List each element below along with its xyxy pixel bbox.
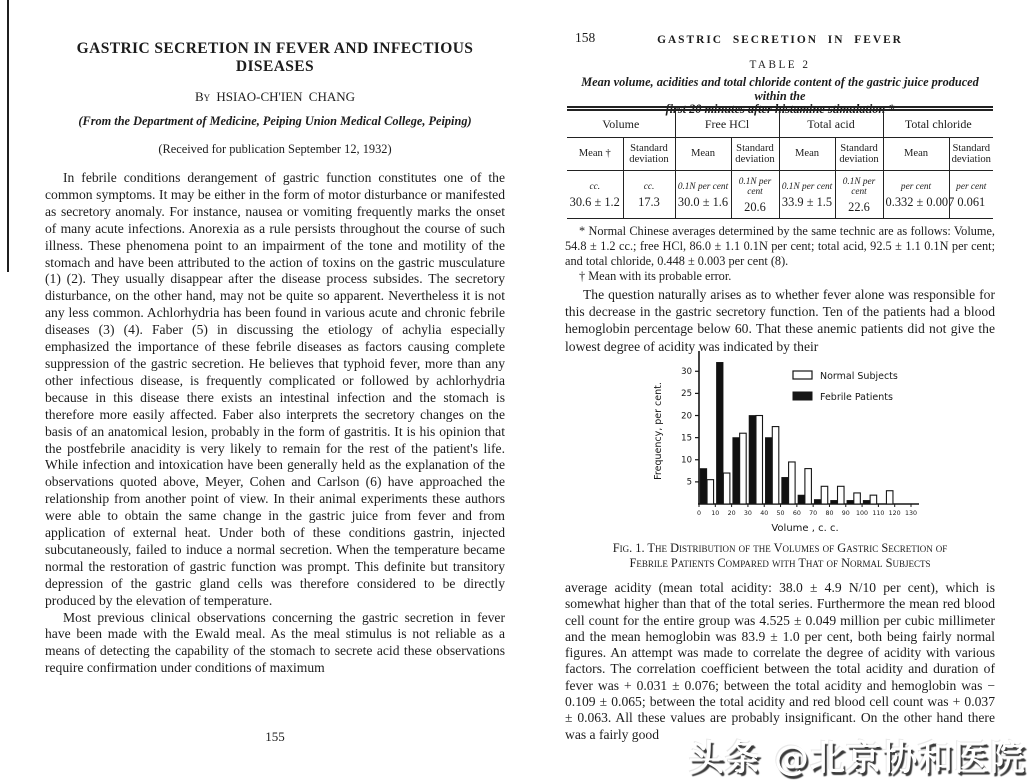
figure-caption [565,541,995,570]
paragraph: The question naturally arises as to whether fever alone was responsible for this decrease in the gastric secretory function. Ten of the patients had a blood hemoglobin percentage below 60. That these anemic patients did not give the lowest degree of acidity was indicated by their [565,287,995,354]
left-page [45,40,505,677]
svg-text:100: 100 [856,510,869,517]
table-cell [731,171,779,219]
svg-text:5: 5 [686,477,692,488]
table-cell [675,171,731,219]
byline [45,89,505,105]
svg-text:Normal Subjects: Normal Subjects [820,371,898,382]
figure-1-bar-chart [641,346,975,542]
col-header: Mean [675,138,731,171]
svg-text:15: 15 [681,433,692,444]
svg-text:110: 110 [872,510,885,517]
col-header: Mean [779,138,835,171]
cell-value: 22.6 [848,200,870,214]
cell-unit: per cent [900,182,932,192]
histogram-chart [641,346,975,542]
svg-text:10: 10 [711,510,720,517]
svg-text:30: 30 [681,367,692,378]
svg-text:90: 90 [841,510,850,517]
table-cell [949,171,993,219]
cell-unit: cc. [589,182,601,192]
cell-unit: 0.1N per cent [842,177,876,197]
right-paragraph-1 [565,286,995,355]
cell-value: 33.9 ± 1.5 [781,195,833,209]
col-header: Standard deviation [731,138,779,171]
svg-text:Frequency, per cent.: Frequency, per cent. [653,382,664,480]
table-group-header-row [567,109,993,138]
svg-text:120: 120 [888,510,901,517]
cell-value: 17.3 [638,195,660,209]
right-page [565,0,995,782]
col-group-volume: Volume [567,109,675,138]
svg-text:130: 130 [904,510,918,517]
footnote-dagger: † Mean with its probable error. [579,268,732,283]
byline-prefix: By [194,89,211,104]
svg-text:25: 25 [681,389,692,400]
table-data-row [567,171,993,219]
svg-text:20: 20 [681,411,692,422]
paragraph: In febrile conditions derangement of gastric function constitutes one of the common symptoms. It may be either in the form of motor disturbance or manifested as secretory anomaly. For instance, nausea or vomiting frequently marks the onset of many acute infections. Anorexia as a rule persists throughout the course of such illness. These phenomena point to an impairment of the tone and motility of the stomach and have been attributed to the action of toxins on the gastric musculature (1) (2). They usually disappear after the disease process subsides. The secretory disturbance, on the other hand, may not be quite so apparent. Nevertheless it is not any less common. Achlorhydria has been found in various acute and chronic febrile diseases (3) (4). Faber (5) in discussing the etiology of achylia especially emphasized the importance of these febrile diseases as factors causing complete suppression of the gastric secretion. He believes that typhoid fever, more than any other infectious disease, is frequently complicated or followed by achlorhydria because in this disease there exists an intestinal infection and the stomach is therefore more easily affected. Faber also interprets the secretory changes on the basis of an anatomical lesion, probably in the form of gastritis. It is his opinion that the postfebrile anacidity is very likely to remain for the rest of the patient's life. While infection and intoxication have been generally held as the explanation of the observations quoted above, Meyer, Cohen and Carlson (6) have approached the relationship from another point of view. In their animal experiments these authors were able to obtain the same change in the gastric juice from fever and from application of external heat. Under both of these conditions gastrin, injected subcutaneously, failed to induce a normal secretion. When the temperature became normal the restoration of gastric function was prompt. This definite but transitory depression of the gastric gland cells was therefore considered to be directly produced by the elevation of temperature. [45,170,505,608]
cell-value: 0.061 [957,195,986,209]
svg-text:40: 40 [760,510,769,517]
table-cell [835,171,883,219]
svg-text:20: 20 [727,510,736,517]
left-body-text [45,170,505,677]
col-group-free-hcl: Free HCl [675,109,779,138]
table-cell [779,171,835,219]
left-page-number: 155 [265,729,285,744]
svg-text:0: 0 [696,510,702,517]
affiliation: (From the Department of Medicine, Peiping Union Medical College, Peiping) [78,114,472,128]
svg-text:Febrile Patients: Febrile Patients [820,392,893,403]
paper-title: GASTRIC SECRETION IN FEVER AND INFECTIOUS DISEASES [76,40,474,75]
running-head: GASTRIC SECRETION IN FEVER [657,34,903,46]
svg-text:70: 70 [809,510,818,517]
cell-value: 20.6 [744,200,766,214]
cell-value: 0.332 ± 0.007 [885,195,955,209]
col-header: Mean † [567,138,623,171]
svg-text:10: 10 [681,455,692,466]
scan-edge-line [7,0,9,272]
footnote-star: * Normal Chinese averages determined by the same technic are as follows: Volume, 54.8 ± 1.2 cc.; free HCl, 86.0 ± 1.1 0.1N per cent; total acid, 92.5 ± 1.1 0.1N per cent; and total chloride, 0.448 ± 0.003 per cent (8). [565,224,995,268]
col-group-total-chloride: Total chloride [883,109,993,138]
table-subheader-row [567,138,993,171]
paragraph: average acidity (mean total acidity: 38.0 ± 4.9 N/10 per cent), which is somewhat higher than that of the total series. Furthermore the mean red blood cell count for the entire group was 4.525 ± 0.049 million per cubic millimeter and the mean hemoglobin was 83.9 ± 1.0 per cent, both being fairly normal figures. An attempt was made to correlate the degree of acidity with various factors. The correlation coefficient between the total acidity and duration of fever was + 0.031 ± 0.076; between the total acidity and hemoglobin was − 0.109 ± 0.065; between the total acidity and red blood cell count was + 0.037 ± 0.063. All these values are probably insignificant. On the other hand there was a fairly good [565,580,995,742]
table-caption-line1: Mean volume, acidities and total chloride content of the gastric juice produced within the [581,75,979,103]
svg-text:30: 30 [743,510,752,517]
cell-unit: 0.1N per cent [738,177,772,197]
col-header: Standard deviation [623,138,675,171]
right-page-number: 158 [575,30,596,45]
col-group-total-acid: Total acid [779,109,883,138]
cell-unit: per cent [956,182,987,192]
table-cell [883,171,955,219]
cell-unit: cc. [643,182,655,192]
figure-caption-line2: Febrile Patients Compared with That of Normal Subjects [629,555,931,570]
svg-text:Volume , c. c.: Volume , c. c. [771,523,839,534]
col-header: Standard deviation [949,138,993,171]
table-cell [623,171,675,219]
table-label: TABLE 2 [749,59,811,71]
svg-text:60: 60 [792,510,801,517]
col-header: Standard deviation [835,138,883,171]
received-date: (Received for publication September 12, 1932) [158,142,392,156]
right-paragraph-2 [565,580,995,743]
paragraph: Most previous clinical observations concerning the gastric secretion in fever have been made with the Ewald meal. As the meal stimulus is not reliable as a means of detecting the capability of the stomach to secrete acid these observations require confirmation under conditions of maximum [45,609,505,676]
table-caption-line2: first 20 minutes after histamine stimulation * [665,102,895,116]
figure-caption-line1: Fig. 1. The Distribution of the Volumes of Gastric Secretion of [612,541,948,555]
cell-value: 30.6 ± 1.2 [569,195,620,209]
table-2 [567,106,993,219]
cell-value: 30.0 ± 1.6 [677,195,729,209]
col-header: Mean [883,138,949,171]
cell-unit: 0.1N per cent [677,182,729,192]
author-name: HSIAO-CH'IEN CHANG [216,89,355,104]
table-cell [567,171,623,219]
svg-text:50: 50 [776,510,785,517]
table-footnotes [565,224,995,284]
svg-text:80: 80 [825,510,834,517]
cell-unit: 0.1N per cent [781,182,833,192]
results-table [567,106,993,219]
watermark-text: 头条 @北京协和医院 [688,739,1026,779]
